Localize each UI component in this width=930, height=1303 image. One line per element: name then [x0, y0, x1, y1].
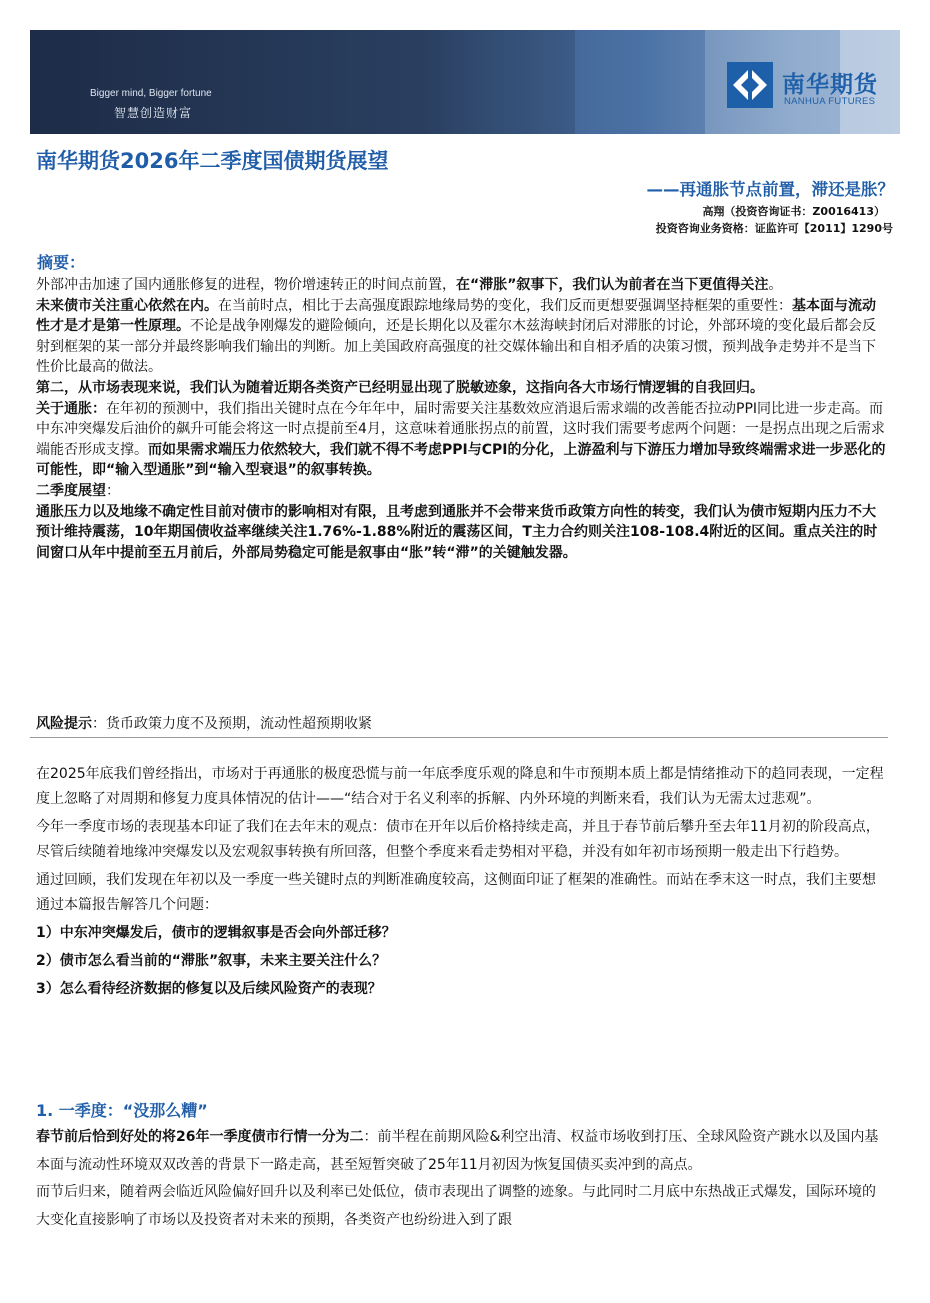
body-paragraph: 通过回顾，我们发现在年初以及一季度一些关键时点的判断准确度较高，这侧面印证了框架的准确性。而站在季末这一时点，我们主要想通过本篇报告解答几个问题： — [36, 872, 876, 913]
divider — [30, 737, 888, 738]
text-span: 外部冲击加速了国内通胀修复的进程，物价增速转正的时间点前置， — [36, 277, 456, 293]
bold-text: 基本面与流动性才是才是第一性原理。 — [36, 297, 876, 335]
risk-text: ：货币政策力度不及预期，流动性超预期收紧 — [92, 716, 372, 732]
section-body — [36, 1124, 888, 1234]
logo-text: 南华期货 — [782, 72, 878, 98]
risk-warning — [36, 714, 888, 734]
body-paragraph — [36, 1124, 888, 1179]
text-span: 不论是战争刚爆发的避险倾向，还是长期化以及霍尔木兹海峡封闭后对滞胀的讨论，外部环境的变化最后都会反射到框架的某一部分并最终影响我们输出的判断。加上美国政府高强度的社交媒体输出和自相矛盾的决策习惯，预判战争走势并不是当下性价比最高的做法。 — [36, 318, 876, 376]
text-span: ：前半程在前期风险&利空出清、权益市场收到打压、全球风险资产跳水以及国内基本面与流动性环境双双改善的背景下一路走高，甚至短暂突破了25年11月初因为恢复国债买卖冲到的高点。 — [36, 1129, 879, 1173]
summary-paragraph: 通胀压力以及地缘不确定性目前对债市的影响相对有限，且考虑到通胀并不会带来货币政策方向性的转变，我们认为债市短期内压力不大预计维持震荡，10年期国债收益率继续关注1.76%-1.88%附近的震荡区间，T主力合约则关注108-108.4附近的区间。重点关注的时间窗口从年中提前至五月前后，外部局势稳定可能是叙事由“胀”转“滞”的关键触发器。 — [36, 503, 878, 561]
question-item: 2）债市怎么看当前的“滞胀”叙事，未来主要关注什么？ — [36, 953, 387, 969]
report-title: 南华期货2026年二季度国债期货展望 — [36, 149, 389, 173]
header-banner — [30, 30, 900, 134]
summary-paragraph — [36, 399, 888, 481]
text-span: 在当前时点，相比于去高强度跟踪地缘局势的变化，我们反而更想要强调坚持框架的重要性： — [218, 297, 792, 314]
bold-text: 春节前后恰到好处的将26年一季度债市行情一分为二 — [36, 1129, 364, 1145]
logo-subtext: NANHUA FUTURES — [784, 96, 876, 107]
summary-paragraph — [36, 481, 888, 502]
question-item: 3）怎么看待经济数据的修复以及后续风险资产的表现？ — [36, 981, 382, 997]
body-intro — [36, 762, 888, 1005]
text-span: ： — [106, 482, 120, 499]
bold-text: 未来债市关注重心依然在内。 — [36, 297, 218, 314]
body-paragraph: 今年一季度市场的表现基本印证了我们在去年末的观点：债市在开年以后价格持续走高，并且于春节前后攀升至去年11月初的阶段高点，尽管后续随着地缘冲突爆发以及宏观叙事转换有所回落，但整个季度来看走势相对平稳，并没有如年初市场预期一般走出下行趋势。 — [36, 819, 880, 860]
report-subtitle: ——再通胀节点前置，滞还是胀？ — [646, 180, 894, 199]
summary-heading: 摘要： — [37, 253, 86, 272]
summary-paragraph — [36, 275, 888, 296]
text-span: 在年初的预测中，我们指出关键时点在今年年中，届时需要关注基数效应消退后需求端的改善能否拉动PPI同比进一步走高。而中东冲突爆发后油价的飙升可能会将这一时点提前至4月，这意味着通胀拐点的前置，这时我们需要考虑两个问题：一是拐点出现之后需求端能否形成支撑。 — [36, 400, 885, 458]
bold-text: 关于通胀： — [36, 400, 106, 417]
body-paragraph: 在2025年底我们曾经指出，市场对于再通胀的极度恐慌与前一年底季度乐观的降息和牛市预期本质上都是情绪推动下的趋同表现，一定程度上忽略了对周期和修复力度具体情况的估计——“结合对于名义利率的拆解、内外环境的判断来看，我们认为无需太过悲观”。 — [36, 766, 884, 807]
author-line: 高翔（投资咨询证书：Z0016413） — [702, 205, 885, 218]
risk-label: 风险提示 — [36, 716, 92, 732]
text-span: 。 — [768, 277, 783, 293]
slogan-english: Bigger mind, Bigger fortune — [90, 88, 212, 99]
license-line: 投资咨询业务资格：证监许可【2011】1290号 — [655, 222, 893, 235]
nanhua-logo-icon — [727, 62, 773, 108]
bold-text: 而如果需求端压力依然较大，我们就不得不考虑PPI与CPI的分化，上游盈利与下游压力增加导致终端需求进一步恶化的可能性，即“输入型通胀”到“输入型衰退”的叙事转换。 — [36, 441, 886, 479]
body-paragraph: 而节后归来，随着两会临近风险偏好回升以及利率已处低位，债市表现出了调整的迹象。与此同时二月底中东热战正式爆发，国际环境的大变化直接影响了市场以及投资者对未来的预期，各类资产也纷纷进入到了跟 — [36, 1184, 876, 1228]
section-heading: 1. 一季度：“没那么糟” — [36, 1101, 208, 1120]
question-item: 1）中东冲突爆发后，债市的逻辑叙事是否会向外部迁移？ — [36, 925, 396, 941]
bold-text: 在“滞胀”叙事下，我们认为前者在当下更值得关注 — [456, 277, 769, 293]
summary-block — [36, 275, 888, 563]
slogan-chinese: 智慧创造财富 — [114, 106, 193, 120]
bold-text: 二季度展望 — [36, 482, 106, 499]
summary-paragraph: 第二，从市场表现来说，我们认为随着近期各类资产已经明显出现了脱敏迹象，这指向各大市场行情逻辑的自我回归。 — [36, 379, 764, 396]
summary-paragraph — [36, 296, 888, 378]
banner-panel — [575, 30, 705, 134]
